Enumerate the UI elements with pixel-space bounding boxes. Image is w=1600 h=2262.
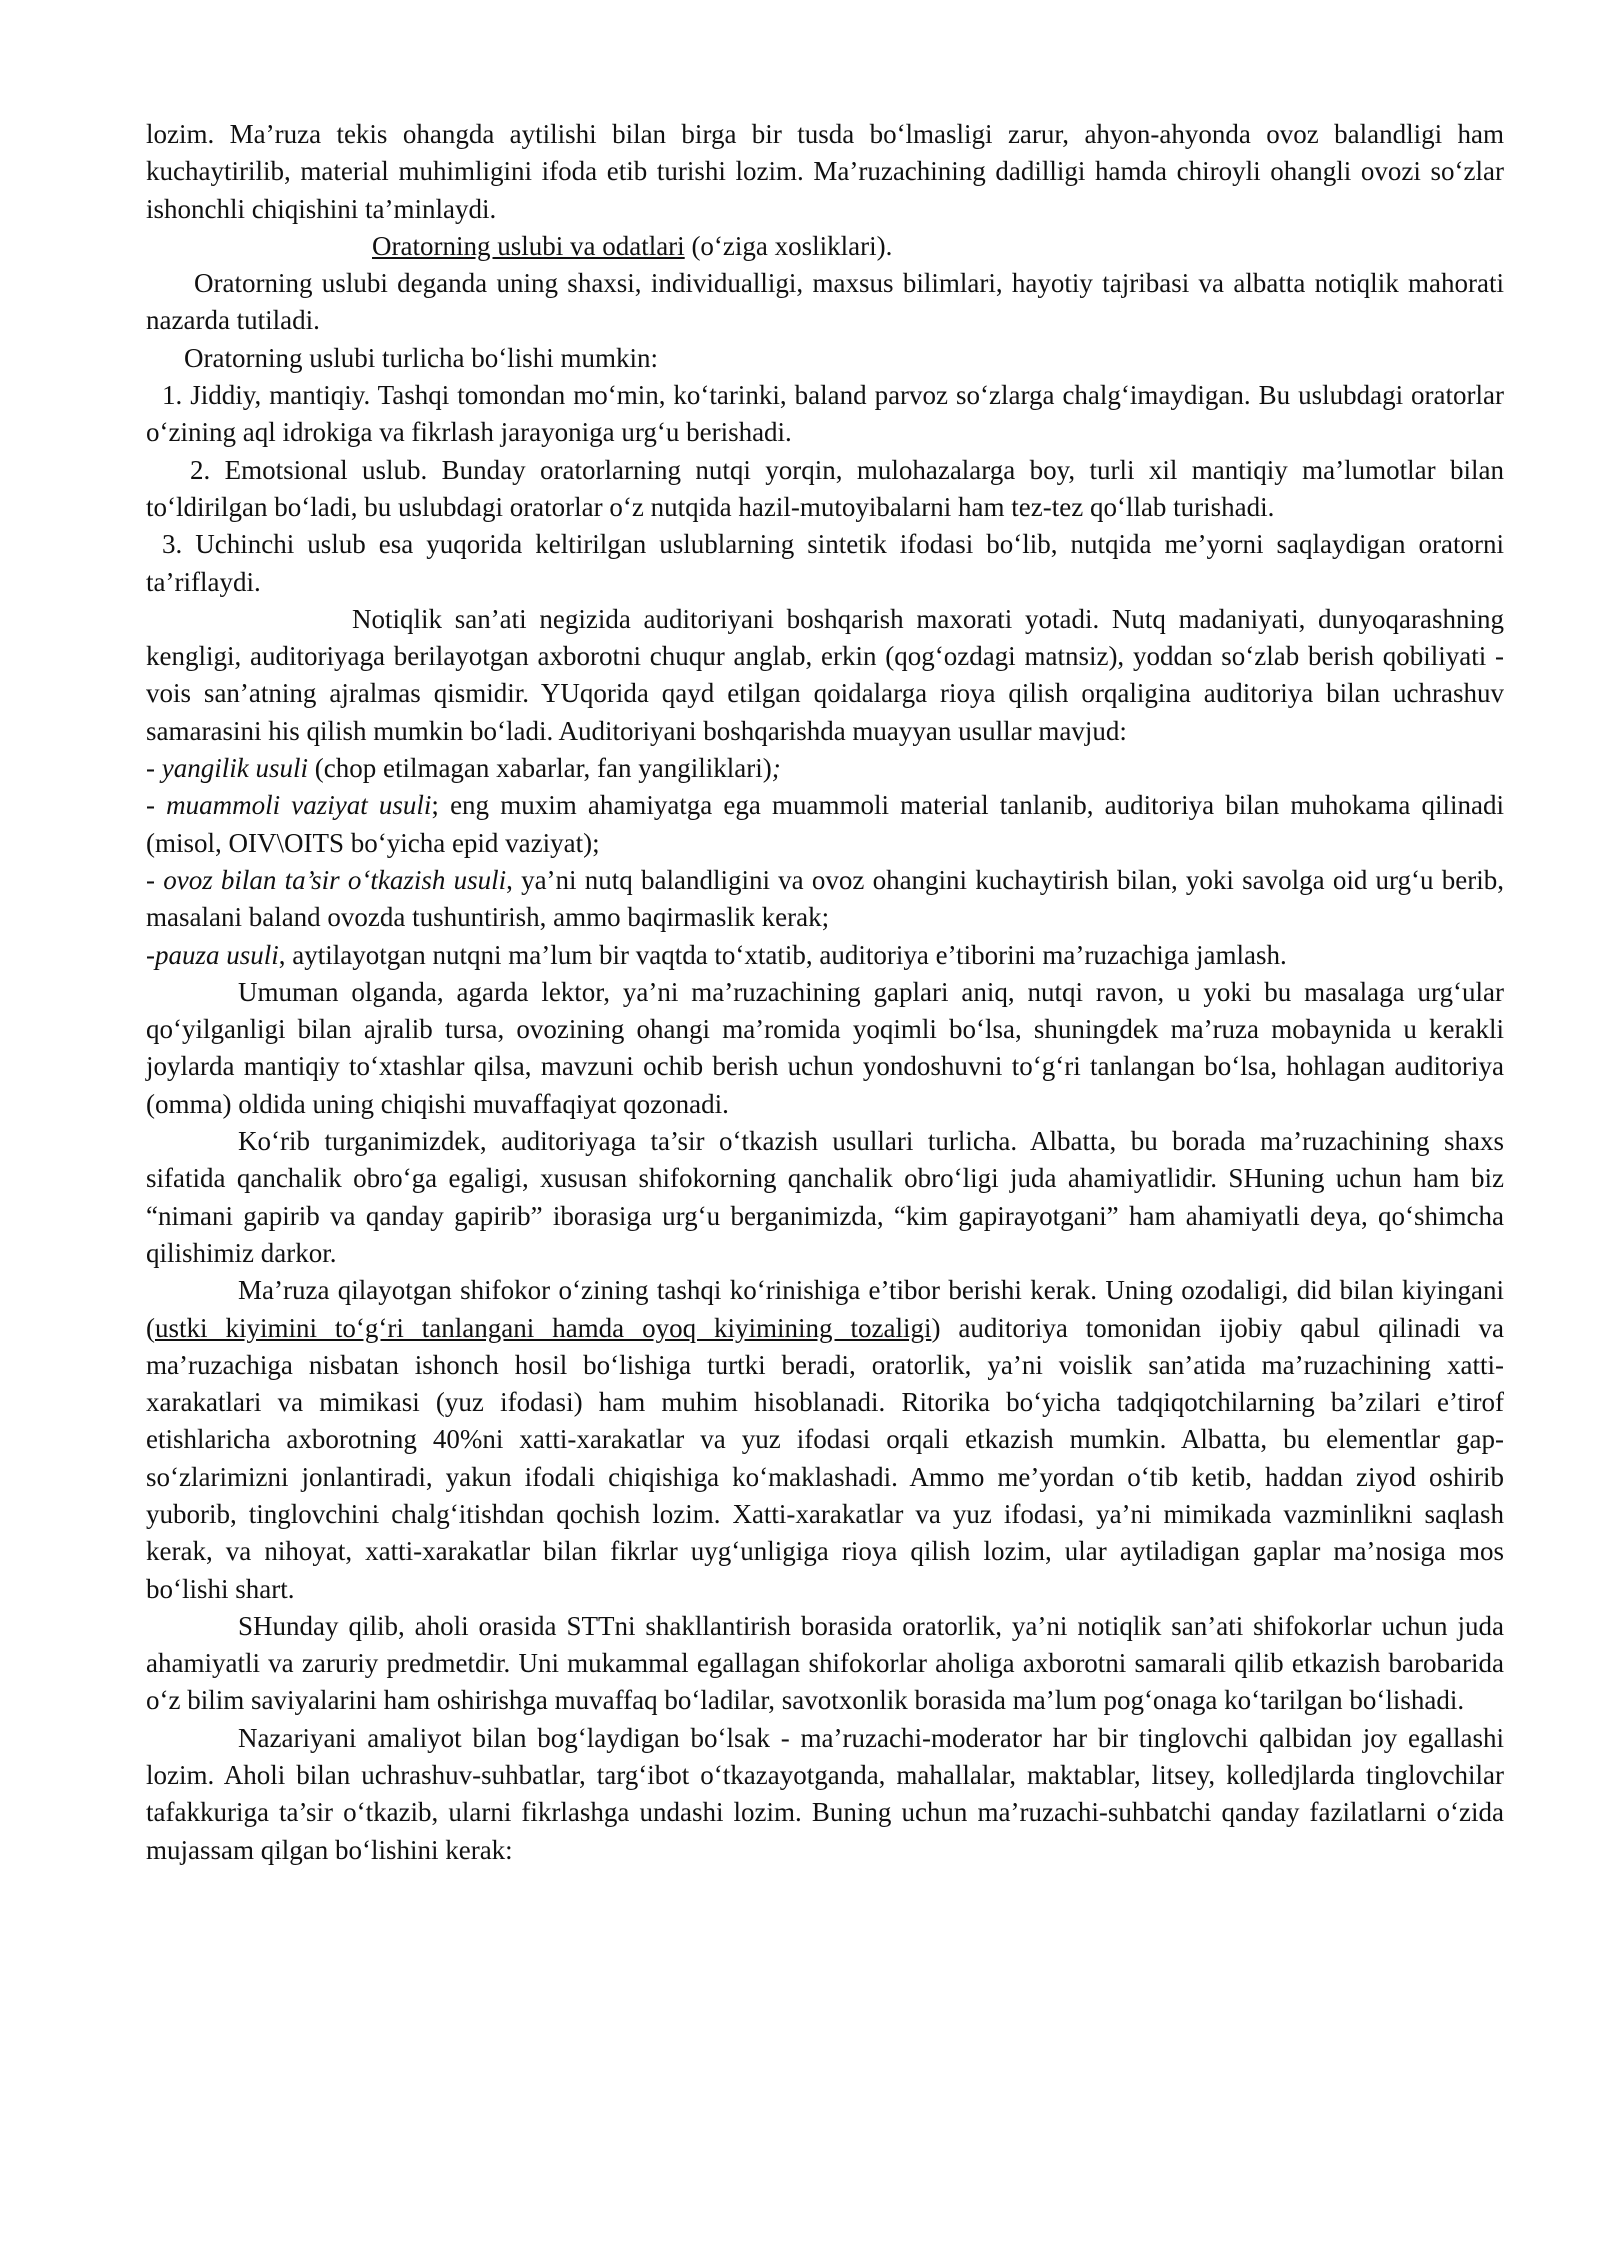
method-description: ; eng muxim ahamiyatga ega muammoli material tanlanib, auditoriya bilan muhokama qilinadi (misol, OIV\OITS bo‘yicha epid vaziyat); (146, 790, 1504, 858)
section-heading (146, 228, 1504, 265)
paragraph-style-definition: Oratorning uslubi deganda uning shaxsi, individualligi, maxsus bilimlari, hayotiy tajribasi va albatta notiqlik mahorati nazarda tutiladi. (146, 268, 1504, 336)
paragraph-appearance (146, 1272, 1504, 1608)
appearance-text-end: ) auditoriya tomonidan ijobiy qabul qilinadi va ma’ruzachiga nisbatan ishonch hosil bo‘lishiga turtki beradi, oratorlik, ya’ni voislik san’atida ma’ruzachining xatti-xarakatlari va mimikasi (yuz ifodasi) ham muhim hisoblanadi. Ritorika bo‘yicha tadqiqotchilarning ba’zilari e’tirof etishlaricha axborotning 40%ni xatti-xarakatlar va yuz ifodasi orqali etkazish mumkin. Albatta, bu elementlar gap-so‘zlarimizni jonlantiradi, yakun ifodali chiqishiga ko‘maklashadi. Ammo me’yordan o‘tib ketib, haddan ziyod oshirib yuborib, tinglovchini chalg‘itishdan qochish lozim. Xatti-xarakatlar va yuz ifodasi, ya’ni mimikada vazminlikni saqlash kerak, va nihoyat, xatti-xarakatlar bilan fikrlar uyg‘unligiga rioya qilish lozim, ular aytiladigan gaplar ma’nosiga mos bo‘lishi shart. (146, 1312, 1504, 1604)
method-description: , aytilayotgan nutqni ma’lum bir vaqtda to‘xtatib, auditoriya e’tiborini ma’ruzachiga jamlash. (278, 939, 1287, 970)
dash: - (146, 790, 167, 821)
appearance-underlined: ustki kiyimini to‘g‘ri tanlangani hamda oyoq kiyimining tozaligi (155, 1312, 932, 1343)
paragraph-audience-control: Notiqlik san’ati negizida auditoriyani boshqarish maxorati yotadi. Nutq madaniyati, dunyoqarashning kengligi, auditoriyaga berilayotgan axborotni chuqur anglab, erkin (qog‘ozdagi matnsiz), yoddan so‘zlab berish qobiliyati - vois san’atning ajralmas qismidir. YUqorida qayd etilgan qoidalarga rioya qilish orqaligina auditoriya bilan uchrashuv samarasini his qilish mumkin bo‘ladi. Auditoriyani boshqarishda muayyan usullar mavjud: (146, 603, 1504, 746)
list-item-method-pause (146, 937, 1504, 974)
list-item-method-problem (146, 787, 1504, 862)
method-term: pauza usuli (155, 939, 279, 970)
method-term: muammoli vaziyat usuli (166, 790, 432, 821)
list-item-method-voice (146, 862, 1504, 937)
list-item-style-3: 3. Uchinchi uslub esa yuqorida keltirilgan uslublarning sintetik ifodasi bo‘lib, nutqida me’yorni saqlaydigan oratorni ta’riflaydi. (146, 529, 1504, 597)
method-term: yangilik usuli (161, 753, 308, 784)
paragraph-conclusion: SHunday qilib, aholi orasida STTni shakllantirish borasida oratorlik, ya’ni notiqlik san’ati shifokorlar uchun juda ahamiyatli va zaruriy predmetdir. Uni mukammal egallagan shifokorlar aholiga axborotni samarali qilib etkazish barobarida o‘z bilim saviyalarini ham oshirishga muvaffaq bo‘ladilar, savotxonlik borasida ma’lum pog‘onaga ko‘tarilgan bo‘lishadi. (146, 1610, 1504, 1716)
method-term: ovoz bilan ta’sir o‘tkazish usuli (163, 864, 507, 895)
dash: - (146, 939, 155, 970)
paragraph-authority: Ko‘rib turganimizdek, auditoriyaga ta’sir o‘tkazish usullari turlicha. Albatta, bu borada ma’ruzachining shaxs sifatida qanchalik obro‘ga egaligi, xususan shifokorning qanchalik obro‘ligi juda ahamiyatlidir. SHuning uchun ham biz “nimani gapirib va qanday gapirib” iborasiga urg‘u berganimizda, “kim gapirayotgani” ham ahamiyatli deya, qo‘shimcha qilishimiz darkor. (146, 1126, 1504, 1268)
method-description: (chop etilmagan xabarlar, fan yangiliklari) (307, 753, 772, 784)
dash: - (146, 864, 164, 895)
paragraph-style-types: Oratorning uslubi turlicha bo‘lishi mumkin: (184, 342, 658, 373)
list-item-style-2: 2. Emotsional uslub. Bunday oratorlarning nutqi yorqin, mulohazalarga boy, turli xil mantiqiy ma’lumotlar bilan to‘ldirilgan bo‘ladi, bu uslubdagi oratorlar o‘z nutqida hazil-mutoyibalarni ham tez-tez qo‘llab turishadi. (146, 454, 1504, 522)
list-item-method-news (146, 750, 1504, 787)
paragraph-practice: Nazariyani amaliyot bilan bog‘laydigan bo‘lsak - ma’ruzachi-moderator har bir tinglovchi qalbidan joy egallashi lozim. Aholi bilan uchrashuv-suhbatlar, targ‘ibot o‘tkazayotganda, mahallalar, maktablar, litsey, kolledjlarda tinglovchilar tafakkuriga ta’sir o‘tkazib, ularni fikrlashga undashi lozim. Buning uchun ma’ruzachi-suhbatchi qanday fazilatlarni o‘zida mujassam qilgan bo‘lishini kerak: (146, 1722, 1504, 1865)
document-body (146, 116, 1504, 1869)
section-heading-title: Oratorning uslubi va odatlari (372, 230, 685, 261)
paragraph-intro: lozim. Ma’ruza tekis ohangda aytilishi bilan birga bir tusda bo‘lmasligi zarur, ahyon-ahyonda ovoz balandligi ham kuchaytirilib, material muhimligini ifoda etib turishi lozim. Ma’ruzachining dadilligi hamda chiroyli ohangli ovozi so‘zlar ishonchli chiqishini ta’minlaydi. (146, 119, 1504, 224)
dash: - (146, 753, 162, 784)
section-heading-note: (o‘ziga xosliklari). (684, 230, 893, 261)
method-description: , ya’ni nutq balandligini va ovoz ohangini kuchaytirish bilan, yoki savolga oid urg‘u berib, masalani baland ovozda tushuntirish, ammo baqirmaslik kerak; (146, 864, 1504, 933)
method-tail: ; (771, 753, 781, 784)
list-item-style-1: 1. Jiddiy, mantiqiy. Tashqi tomondan mo‘min, ko‘tarinki, baland parvoz so‘zlarga chalg‘imaydigan. Bu uslubdagi oratorlar o‘zining aql idrokiga va fikrlash jarayoniga urg‘u berishadi. (146, 380, 1504, 448)
appearance-text-start: Ma’ruza qilayotgan shifokor o‘zining tashqi ko‘rinishiga e’tibor berishi kerak. Uning ozodaligi, did bilan kiyingani ( (146, 1275, 1504, 1343)
paragraph-summary: Umuman olganda, agarda lektor, ya’ni ma’ruzachining gaplari aniq, nutqi ravon, u yoki bu masalaga urg‘ular qo‘yilganligi bilan ajralib tursa, ovozining ohangi ma’romida yoqimli bo‘lsa, shuningdek ma’ruza mobaynida u kerakli joylarda mantiqiy to‘xtashlar qilsa, mavzuni ochib berish uchun yondoshuvni to‘g‘ri tanlangan bo‘lsa, hohlagan auditoriya (omma) oldida uning chiqishi muvaffaqiyat qozonadi. (146, 976, 1504, 1119)
